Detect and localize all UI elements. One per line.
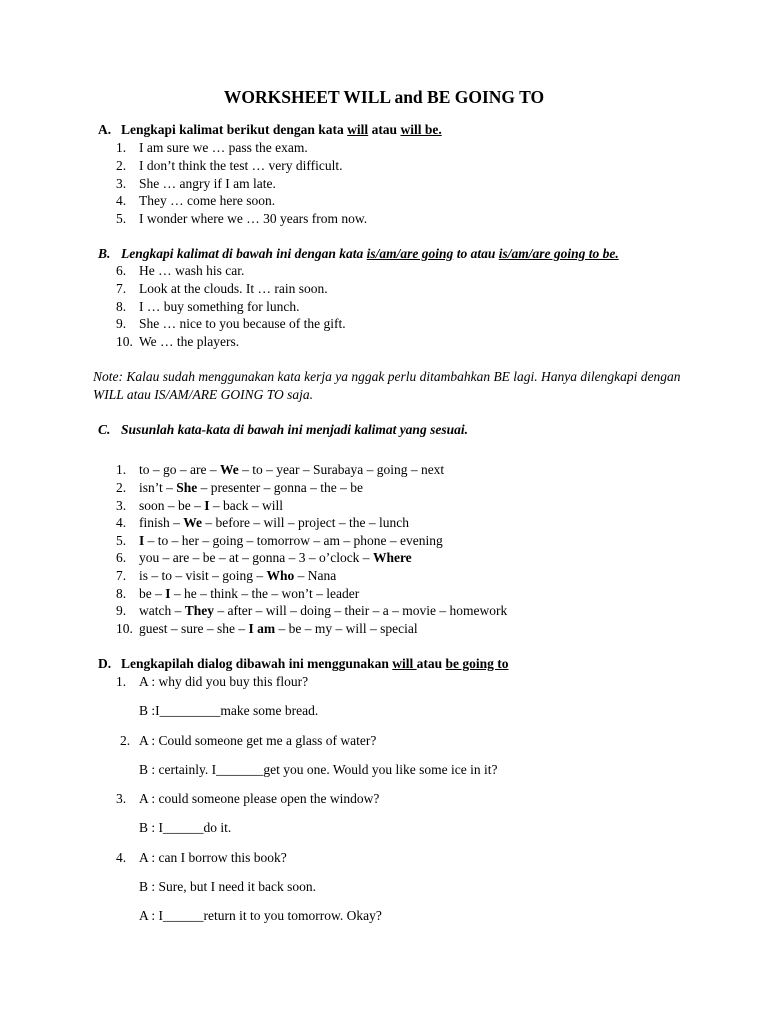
list-item xyxy=(139,499,283,513)
dialog-line: A : why did you buy this flour? xyxy=(139,674,309,689)
list-item xyxy=(139,551,412,565)
section-c-heading: Susunlah kata-kata di bawah ini menjadi kalimat yang sesuai. xyxy=(121,422,468,437)
list-item-num: 1. xyxy=(116,462,127,477)
list-item: Look at the clouds. It … rain soon. xyxy=(139,281,328,296)
list-item xyxy=(139,622,418,636)
word-list: – Nana xyxy=(294,568,337,583)
word-bold: I xyxy=(204,498,210,513)
list-item-num: 10. xyxy=(116,334,133,349)
list-item: He … wash his car. xyxy=(139,263,245,278)
list-item xyxy=(139,587,359,601)
word-list: – back – will xyxy=(209,498,284,513)
section-b-going: is/am/are going xyxy=(366,246,454,261)
list-item-num: 5. xyxy=(116,533,127,548)
word-bold: We xyxy=(219,462,239,477)
list-item: I wonder where we … 30 years from now. xyxy=(139,211,368,226)
dialog-num: 2. xyxy=(120,733,131,748)
section-d-heading xyxy=(121,657,509,671)
section-a-willbe: will be. xyxy=(400,122,442,137)
word-list: is – to – visit – going – xyxy=(139,568,267,583)
section-c-letter: C. xyxy=(98,422,111,437)
list-item xyxy=(139,569,336,583)
section-b-heading-text: Lengkapi kalimat di bawah ini dengan kata xyxy=(121,246,367,261)
list-item xyxy=(139,481,363,495)
section-d-atau: atau xyxy=(416,656,446,671)
list-item-num: 6. xyxy=(116,550,127,565)
word-bold: Where xyxy=(372,550,412,565)
word-bold: Who xyxy=(266,568,295,583)
list-item-num: 10. xyxy=(116,621,133,636)
section-a-letter: A. xyxy=(98,122,112,137)
list-item-num: 2. xyxy=(116,480,127,495)
word-bold: They xyxy=(184,603,214,618)
word-bold: I xyxy=(139,533,145,548)
word-list: – be – my – will – special xyxy=(275,621,418,636)
dialog-line: B : Sure, but I need it back soon. xyxy=(139,879,316,894)
word-list: – presenter – gonna – the – be xyxy=(197,480,363,495)
list-item xyxy=(139,604,507,618)
word-bold: I xyxy=(165,586,171,601)
word-list: guest – sure – she – xyxy=(139,621,249,636)
list-item-num: 2. xyxy=(116,158,127,173)
list-item-num: 5. xyxy=(116,211,127,226)
word-list: finish – xyxy=(139,515,184,530)
section-a-atau: atau xyxy=(368,122,401,137)
list-item xyxy=(139,463,444,477)
word-list: isn’t – xyxy=(139,480,177,495)
section-b-heading xyxy=(121,247,619,261)
list-item-num: 8. xyxy=(116,299,127,314)
list-item-num: 7. xyxy=(116,568,127,583)
list-item: She … nice to you because of the gift. xyxy=(139,316,346,331)
list-item xyxy=(139,534,443,548)
list-item-num: 3. xyxy=(116,176,127,191)
section-a-heading xyxy=(121,123,442,137)
word-list: to – go – are – xyxy=(139,462,220,477)
list-item: I … buy something for lunch. xyxy=(139,299,300,314)
list-item-num: 9. xyxy=(116,603,127,618)
word-list: soon – be – xyxy=(139,498,205,513)
list-item-num: 4. xyxy=(116,515,127,530)
section-d-going: be going to xyxy=(445,656,509,671)
section-b-letter: B. xyxy=(98,246,111,261)
page-title: WORKSHEET WILL and BE GOING TO xyxy=(223,87,545,107)
dialog-num: 3. xyxy=(116,791,127,806)
word-list: be – xyxy=(139,586,166,601)
section-d-letter: D. xyxy=(98,656,112,671)
dialog-line: B :I_________make some bread. xyxy=(139,703,319,718)
list-item: We … the players. xyxy=(139,334,240,349)
list-item-num: 6. xyxy=(116,263,127,278)
list-item: They … come here soon. xyxy=(139,193,276,208)
section-b-atau: to atau xyxy=(453,246,499,261)
word-bold: We xyxy=(183,515,203,530)
dialog-line: A : can I borrow this book? xyxy=(139,850,287,865)
list-item: She … angry if I am late. xyxy=(139,176,276,191)
word-list: – after – will – doing – their – a – movie – homework xyxy=(214,603,508,618)
word-list: – to – year – Surabaya – going – next xyxy=(238,462,445,477)
word-list: – before – will – project – the – lunch xyxy=(202,515,409,530)
dialog-line: B : I______do it. xyxy=(139,820,232,835)
section-a-heading-text: Lengkapi kalimat berikut dengan kata xyxy=(121,122,348,137)
section-b-goingbe: is/am/are going to be. xyxy=(498,246,619,261)
dialog-num: 4. xyxy=(116,850,127,865)
word-list: you – are – be – at – gonna – 3 – o’clock – xyxy=(139,550,373,565)
word-list: watch – xyxy=(139,603,185,618)
note-text: Note: Kalau sudah menggunakan kata kerja ya nggak perlu ditambahkan BE lagi. Hanya dilengkapi dengan WILL atau IS/AM/ARE GOING TO saja. xyxy=(93,369,681,402)
list-item-num: 1. xyxy=(116,140,127,155)
dialog-line: A : I______return it to you tomorrow. Okay? xyxy=(139,908,382,923)
dialog-line: A : could someone please open the window? xyxy=(139,791,380,806)
word-list: – he – think – the – won’t – leader xyxy=(170,586,360,601)
dialog-line: B : certainly. I_______get you one. Would you like some ice in it? xyxy=(139,762,498,777)
section-d-will: will xyxy=(392,656,417,671)
list-item-num: 4. xyxy=(116,193,127,208)
list-item xyxy=(139,516,409,530)
list-item: I don’t think the test … very difficult. xyxy=(139,158,343,173)
dialog-num: 1. xyxy=(116,674,127,689)
section-d-heading-text: Lengkapilah dialog dibawah ini menggunakan xyxy=(121,656,393,671)
word-bold: She xyxy=(176,480,198,495)
list-item: I am sure we … pass the exam. xyxy=(139,140,308,155)
list-item-num: 7. xyxy=(116,281,127,296)
section-a-will: will xyxy=(347,122,369,137)
word-bold: I am xyxy=(248,621,276,636)
dialog-line: A : Could someone get me a glass of water? xyxy=(139,733,377,748)
list-item-num: 3. xyxy=(116,498,127,513)
list-item-num: 9. xyxy=(116,316,127,331)
word-list: – to – her – going – tomorrow – am – phone – evening xyxy=(144,533,443,548)
list-item-num: 8. xyxy=(116,586,127,601)
